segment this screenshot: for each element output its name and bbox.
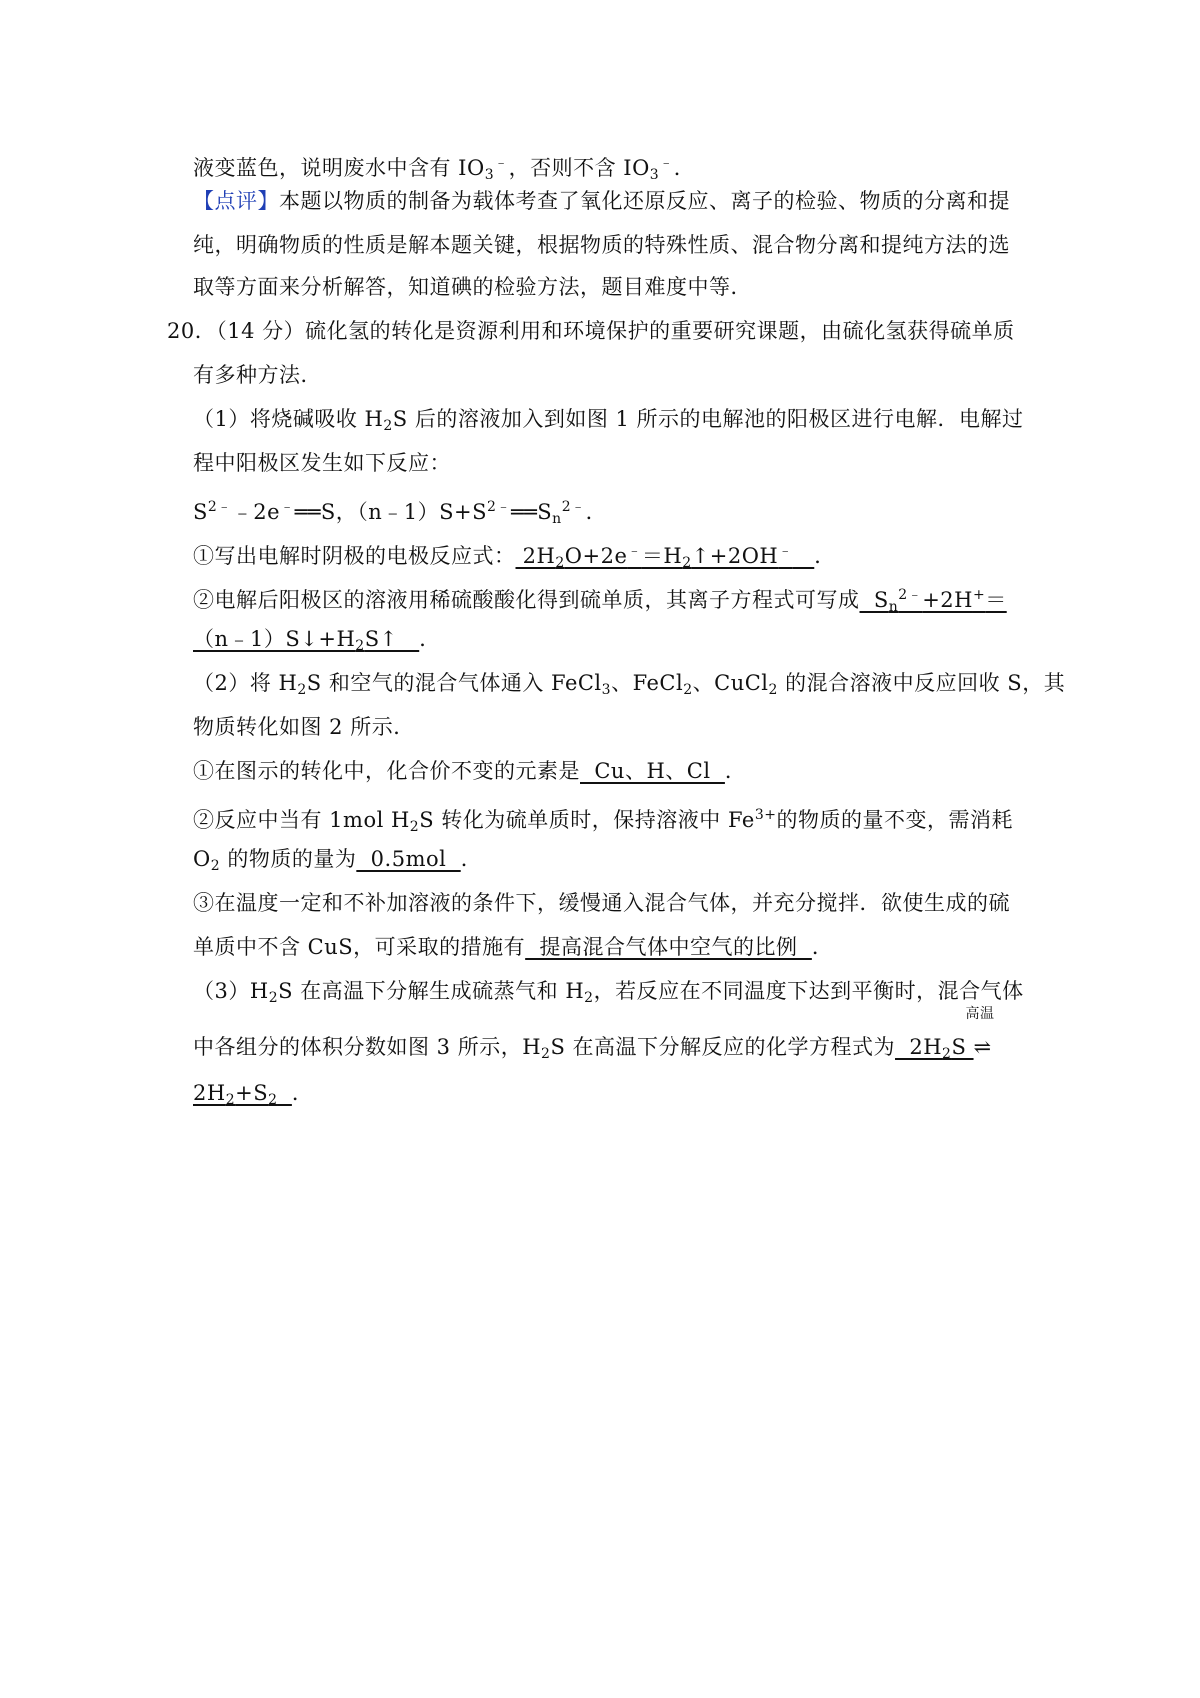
- text: ，若反应在不同温度下达到平衡时，混合气体: [593, 979, 1024, 1003]
- answer-cathode: $2H_2O+2e^﹣=H_2↑+2OH^﹣$: [515, 543, 793, 571]
- part-2-line-2: [193, 712, 415, 742]
- text: 液变蓝色，说明废水中含有 IO: [193, 156, 485, 180]
- text: ．: [419, 627, 441, 651]
- text: O: [193, 847, 211, 871]
- sub-question-2-3-cont: [193, 932, 833, 962]
- sub-question-2-2-cont: [193, 844, 482, 881]
- text: ．: [811, 935, 834, 959]
- part-2-line-1: [193, 668, 1065, 705]
- answer-anode-part1: $S_n^{2﹣}+2H^+=$: [859, 587, 1007, 615]
- text: 取等方面来分析解答，知道碘的检验方法，题目难度中等．: [193, 275, 752, 299]
- text: 的混合溶液中反应回收 S，其: [777, 671, 1066, 695]
- question-20-line-2: [193, 360, 322, 390]
- text: S 转化为硫单质时，保持溶液中 Fe: [419, 808, 755, 832]
- text: ══S，（n﹣1）S+S: [294, 500, 488, 524]
- superscript: 2﹣: [207, 499, 232, 515]
- question-text: 20．（14 分）硫化氢的转化是资源利用和环境保护的重要研究课题，由硫化氢获得硫单质: [167, 319, 1015, 343]
- subscript: 2: [383, 418, 393, 434]
- sub-question-1-1: [193, 536, 836, 578]
- sub-question-2-2: [193, 800, 1013, 842]
- comment-line-3: [193, 272, 752, 302]
- text: ．: [585, 500, 608, 524]
- sub-question-2-1: [193, 756, 746, 786]
- superscript: ﹣: [494, 155, 509, 171]
- text: S: [193, 500, 208, 524]
- comment-line-2: [193, 230, 1010, 260]
- text: 单质中不含 CuS，可采取的措施有: [193, 935, 526, 959]
- text: 本题以物质的制备为载体考查了氧化还原反应、离子的检验、物质的分离和提: [279, 189, 1010, 213]
- text: ．: [291, 1081, 314, 1105]
- part-1-line-2: [193, 448, 451, 478]
- text: ①在图示的转化中，化合价不变的元素是: [193, 759, 580, 783]
- text: ，否则不含 IO: [508, 156, 650, 180]
- text: ．: [673, 156, 696, 180]
- subscript: 2: [210, 858, 221, 874]
- text: （1）将烧碱吸收 H: [193, 407, 384, 431]
- question-text: 有多种方法．: [193, 363, 322, 387]
- text: S 在高温下分解生成硫蒸气和 H: [278, 979, 585, 1003]
- text: 中各组分的体积分数如图 3 所示，H: [193, 1035, 542, 1059]
- sub-question-1-2: [193, 580, 1007, 622]
- superscript: ﹣: [280, 499, 295, 515]
- reaction-equations: [193, 492, 607, 534]
- text: ②电解后阳极区的溶液用稀硫酸酸化得到硫单质，其离子方程式可写成: [193, 588, 860, 612]
- text: 的物质的量为: [220, 847, 357, 871]
- text: S 和空气的混合气体通入 FeCl: [306, 671, 602, 695]
- subscript: n: [552, 511, 562, 527]
- sub-question-2-3: [193, 888, 1010, 918]
- superscript: 3+: [754, 807, 777, 823]
- text: S 后的溶液加入到如图 1 所示的电解池的阳极区进行电解．电解过: [392, 407, 1024, 431]
- subscript: 2: [683, 682, 693, 698]
- text: ．: [460, 847, 483, 871]
- comment-line-1: [193, 186, 1010, 216]
- text: 的物质的量不变，需消耗: [776, 808, 1013, 832]
- part-3-line-2: [193, 1006, 995, 1069]
- subscript: 2: [768, 682, 778, 698]
- equilibrium-arrow-icon: ⇌: [973, 1035, 992, 1059]
- superscript: ﹣: [659, 155, 674, 171]
- comment-label: 【点评】: [193, 189, 279, 213]
- subscript: 2: [409, 819, 420, 835]
- answer-decomposition-part2: $2H_2+S_2$: [193, 1081, 278, 1108]
- subscript: 3: [484, 167, 495, 183]
- part-3-line-1: [193, 976, 1024, 1013]
- subscript: 2: [541, 1046, 551, 1062]
- superscript: 2﹣: [487, 499, 511, 515]
- part-1-line-1: [193, 404, 1024, 441]
- reaction-condition: 高温: [965, 1006, 995, 1022]
- text: S 在高温下分解反应的化学方程式为: [550, 1035, 896, 1059]
- text: ══S: [510, 500, 553, 524]
- answer-measure: 提高混合气体中空气的比例: [525, 935, 812, 959]
- part-3-line-3: [193, 1078, 313, 1115]
- text: （3）H: [193, 979, 269, 1003]
- sub-question-1-2-cont: [193, 624, 441, 661]
- text: 、CuCl: [692, 671, 769, 695]
- text: ﹣2e: [231, 500, 281, 524]
- text: 物质转化如图 2 所示．: [193, 715, 415, 739]
- text: ．: [814, 544, 836, 568]
- subscript: 2: [297, 682, 307, 698]
- text: ①写出电解时阴极的电极反应式：: [193, 544, 516, 568]
- subscript: 2: [584, 990, 594, 1006]
- subscript: 3: [649, 167, 660, 183]
- answer-elements: Cu、H、Cl: [580, 759, 725, 783]
- answer-anode-part2: $(n﹣1)S↓+H_2S↑$: [193, 627, 420, 654]
- text: 纯，明确物质的性质是解本题关键，根据物质的特殊性质、混合物分离和提纯方法的选: [193, 233, 1010, 257]
- text: 、FeCl: [611, 671, 684, 695]
- subscript: 2: [268, 990, 279, 1006]
- answer-oxygen-amount: 0.5mol: [356, 847, 461, 871]
- question-20-line-1: [167, 316, 1015, 346]
- text: ③在温度一定和不补加溶液的条件下，缓慢通入混合气体，并充分搅拌．欲使生成的硫: [193, 891, 1010, 915]
- text: 程中阳极区发生如下反应：: [193, 451, 451, 475]
- text: ②反应中当有 1mol H: [193, 808, 410, 832]
- reaction-arrow: [965, 1006, 995, 1062]
- text: ．: [724, 759, 747, 783]
- answer-decomposition-part1: $2H_2S$: [895, 1035, 974, 1062]
- text: （2）将 H: [193, 671, 298, 695]
- superscript: 2﹣: [561, 499, 586, 515]
- answer-line-io3: [193, 148, 695, 190]
- subscript: 3: [601, 682, 612, 698]
